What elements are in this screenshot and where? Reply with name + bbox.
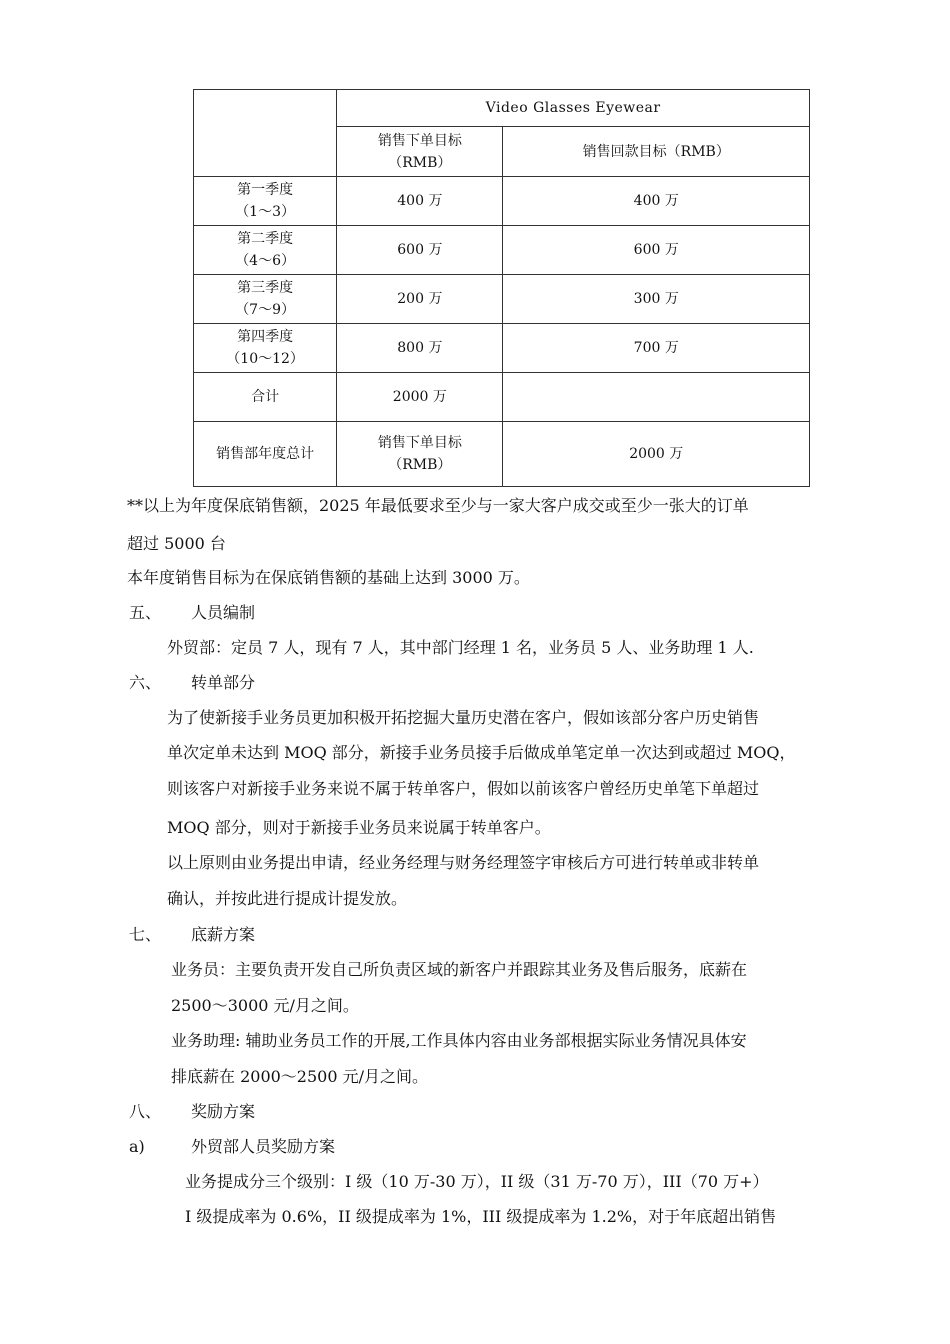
subsection-number: a) bbox=[129, 1137, 145, 1156]
annual-value-cell: 2000 万 bbox=[503, 422, 810, 487]
payment-target-cell: 600 万 bbox=[503, 226, 810, 275]
payment-target-cell: 300 万 bbox=[503, 275, 810, 324]
table-row bbox=[194, 226, 810, 275]
section-title: 奖励方案 bbox=[191, 1102, 256, 1121]
quarter-cell: 第二季度 （4～6） bbox=[194, 226, 337, 275]
table-corner-cell bbox=[194, 90, 337, 177]
order-target-cell: 200 万 bbox=[337, 275, 503, 324]
total-label-cell: 合计 bbox=[194, 373, 337, 422]
product-header: Video Glasses Eyewear bbox=[337, 90, 810, 127]
paragraph-line: I 级提成率为 0.6%，II 级提成率为 1%，III 级提成率为 1.2%，对于年底超出销售 bbox=[185, 1207, 777, 1226]
quarter-cell: 第三季度 （7～9） bbox=[194, 275, 337, 324]
table-row bbox=[194, 177, 810, 226]
sales-target-table bbox=[193, 89, 810, 487]
paragraph-line: 业务员：主要负责开发自己所负责区域的新客户并跟踪其业务及售后服务，底薪在 bbox=[171, 960, 748, 979]
section-number: 八、 bbox=[129, 1102, 162, 1121]
section-number: 五、 bbox=[129, 603, 162, 622]
section-number: 七、 bbox=[129, 925, 162, 944]
total-row bbox=[194, 373, 810, 422]
annual-total-row bbox=[194, 422, 810, 487]
paragraph-line: MOQ 部分，则对于新接手业务员来说属于转单客户。 bbox=[167, 818, 551, 837]
payment-target-cell: 400 万 bbox=[503, 177, 810, 226]
section-number: 六、 bbox=[129, 673, 162, 692]
quarter-cell: 第一季度 （1～3） bbox=[194, 177, 337, 226]
annual-metric-cell: 销售下单目标 （RMB） bbox=[337, 422, 503, 487]
paragraph-line: 确认，并按此进行提成计提发放。 bbox=[167, 889, 408, 908]
paragraph-line: 以上原则由业务提出申请，经业务经理与财务经理签字审核后方可进行转单或非转单 bbox=[167, 853, 760, 872]
paragraph-line: 单次定单未达到 MOQ 部分，新接手业务员接手后做成单笔定单一次达到或超过 MOQ， bbox=[167, 743, 796, 762]
subsection-title: 外贸部人员奖励方案 bbox=[191, 1137, 336, 1156]
section-title: 转单部分 bbox=[191, 673, 256, 692]
section-6-heading bbox=[129, 671, 255, 695]
section-7-heading bbox=[129, 923, 255, 947]
note-minimum-sales: **以上为年度保底销售额，2025 年最低要求至少与一家大客户成交或至少一张大的订单 bbox=[127, 496, 749, 515]
quarter-cell: 第四季度 （10～12） bbox=[194, 324, 337, 373]
total-payment-cell bbox=[503, 373, 810, 422]
paragraph-line: 为了使新接手业务员更加积极开拓挖掘大量历史潜在客户，假如该部分客户历史销售 bbox=[167, 708, 760, 727]
section-title: 人员编制 bbox=[191, 603, 256, 622]
paragraph-line: 业务助理: 辅助业务员工作的开展,工作具体内容由业务部根据实际业务情况具体安 bbox=[171, 1031, 747, 1050]
note-annual-target: 本年度销售目标为在保底销售额的基础上达到 3000 万。 bbox=[127, 568, 530, 587]
order-target-cell: 400 万 bbox=[337, 177, 503, 226]
table-header-row bbox=[194, 90, 810, 127]
section-8-heading bbox=[129, 1100, 255, 1124]
section-5-heading bbox=[129, 601, 255, 625]
payment-target-cell: 700 万 bbox=[503, 324, 810, 373]
paragraph-line: 业务提成分三个级别：I 级（10 万-30 万），II 级（31 万-70 万），III（70 万+） bbox=[185, 1172, 769, 1191]
annual-label-cell: 销售部年度总计 bbox=[194, 422, 337, 487]
table-row bbox=[194, 324, 810, 373]
section-title: 底薪方案 bbox=[191, 925, 256, 944]
order-target-cell: 800 万 bbox=[337, 324, 503, 373]
section-5-body: 外贸部：定员 7 人，现有 7 人，其中部门经理 1 名，业务员 5 人、业务助理 1 人. bbox=[167, 638, 754, 657]
payment-target-header: 销售回款目标（RMB） bbox=[503, 127, 810, 177]
paragraph-line: 2500～3000 元/月之间。 bbox=[171, 996, 359, 1015]
note-minimum-sales-cont: 超过 5000 台 bbox=[127, 534, 226, 553]
subsection-a-heading bbox=[129, 1135, 335, 1159]
order-target-cell: 600 万 bbox=[337, 226, 503, 275]
paragraph-line: 排底薪在 2000～2500 元/月之间。 bbox=[171, 1067, 429, 1086]
paragraph-line: 则该客户对新接手业务来说不属于转单客户，假如以前该客户曾经历史单笔下单超过 bbox=[167, 779, 760, 798]
order-target-header: 销售下单目标 （RMB） bbox=[337, 127, 503, 177]
table-row bbox=[194, 275, 810, 324]
total-order-cell: 2000 万 bbox=[337, 373, 503, 422]
